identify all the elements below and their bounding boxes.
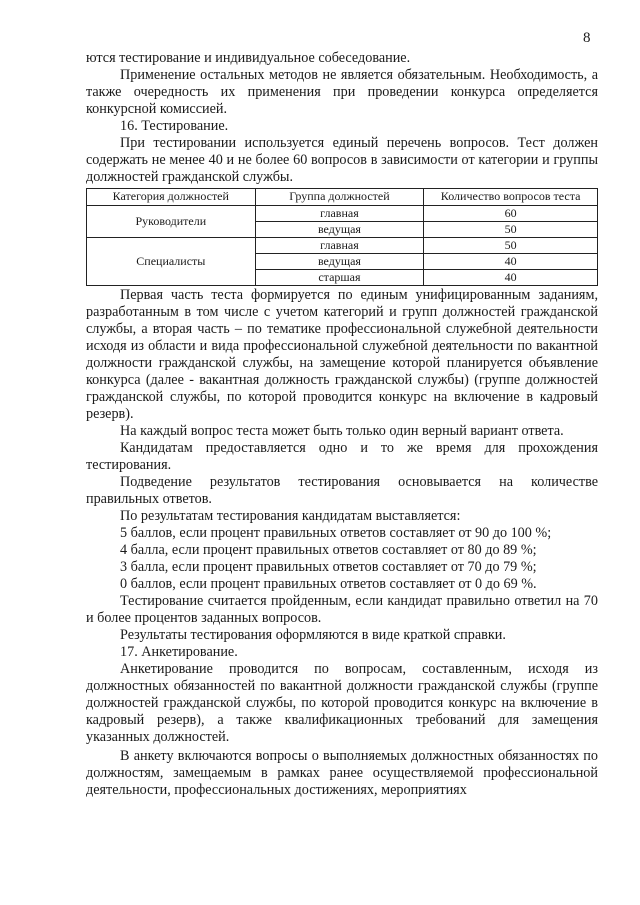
paragraph: На каждый вопрос теста может быть только один верный вариант ответа.: [120, 423, 564, 439]
paragraph: Анкетирование проводится по вопросам, составленным, исходя из должностных обязанностей по вакантной должности гражданской службы (группе должностей гражданской службы, по которой проводится конкурс на включение в кадровый резерв), а также квалификационных требований для замещения указанных должностей.: [86, 661, 598, 745]
paragraph: Результаты тестирования оформляются в виде краткой справки.: [120, 627, 506, 643]
group-cell: главная: [255, 238, 424, 254]
paragraph: Применение остальных методов не является обязательным. Необходимость, а также очередность их применения при проведении конкурса определяется конкурсной комиссией.: [86, 67, 598, 117]
column-header-group: Группа должностей: [255, 189, 424, 206]
score-line: 0 баллов, если процент правильных ответов составляет от 0 до 69 %.: [120, 576, 537, 592]
group-cell: ведущая: [255, 254, 424, 270]
paragraph: В анкету включаются вопросы о выполняемых должностных обязанностях по должностям, замещаемым в рамках ранее осуществляемой профессиональной деятельности, профессиональных достижениях, мероприятиях: [86, 748, 598, 798]
score-line: 5 баллов, если процент правильных ответов составляет от 90 до 100 %;: [120, 525, 552, 541]
column-header-question-count: Количество вопросов теста: [424, 189, 598, 206]
category-cell: Специалисты: [87, 238, 256, 286]
count-cell: 50: [424, 238, 598, 254]
paragraph: Первая часть теста формируется по единым унифицированным заданиям, разработанным в том числе с учетом категорий и групп должностей гражданской службы, а вторая часть – по тематике профессиональной служебной деятельности исходя из области и вида профессиональной служебной деятельности по вакантной должности гражданской службы, на замещение которой планируется объявление конкурса (далее - вакантная должность гражданской службы) (группе должностей гражданской службы, по которой проводится конкурс на включение в кадровый резерв).: [86, 287, 598, 422]
table-header-row: [87, 189, 598, 206]
test-questions-table: [86, 188, 598, 286]
paragraph: ются тестирование и индивидуальное собеседование.: [86, 50, 411, 66]
paragraph: Подведение результатов тестирования основывается на количестве правильных ответов.: [86, 474, 598, 507]
table-row: [87, 206, 598, 222]
category-cell: Руководители: [87, 206, 256, 238]
count-cell: 50: [424, 222, 598, 238]
group-cell: главная: [255, 206, 424, 222]
section-heading-questionnaire: 17. Анкетирование.: [120, 644, 238, 660]
count-cell: 40: [424, 270, 598, 286]
column-header-category: Категория должностей: [87, 189, 256, 206]
paragraph: По результатам тестирования кандидатам выставляется:: [120, 508, 461, 524]
group-cell: старшая: [255, 270, 424, 286]
section-heading-testing: 16. Тестирование.: [120, 118, 229, 134]
score-line: 3 балла, если процент правильных ответов составляет от 70 до 79 %;: [120, 559, 537, 575]
paragraph: При тестировании используется единый перечень вопросов. Тест должен содержать не менее 40 и не более 60 вопросов в зависимости от категории и группы должностей гражданской службы.: [86, 135, 598, 185]
paragraph: Кандидатам предоставляется одно и то же время для прохождения тестирования.: [86, 440, 598, 473]
page-number: 8: [583, 30, 591, 46]
count-cell: 40: [424, 254, 598, 270]
score-line: 4 балла, если процент правильных ответов составляет от 80 до 89 %;: [120, 542, 537, 558]
count-cell: 60: [424, 206, 598, 222]
group-cell: ведущая: [255, 222, 424, 238]
document-body: [86, 50, 598, 799]
table-row: [87, 238, 598, 254]
paragraph: Тестирование считается пройденным, если кандидат правильно ответил на 70 и более процентов заданных вопросов.: [86, 593, 598, 626]
